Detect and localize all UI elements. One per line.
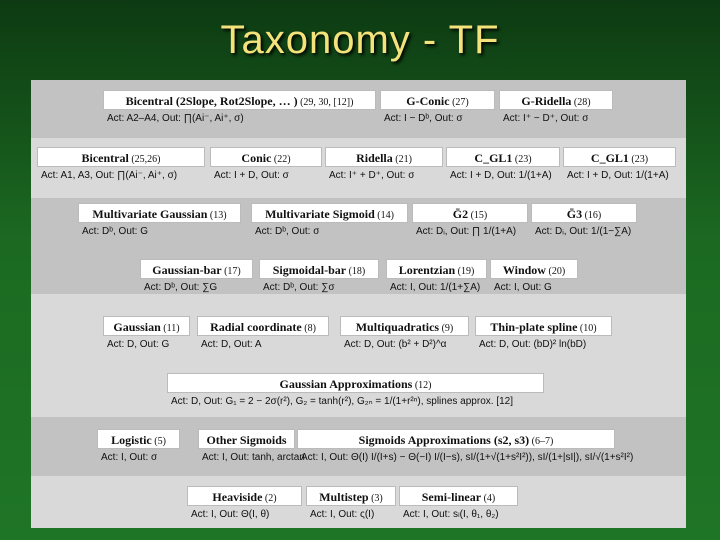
node-name: Multistep <box>319 490 369 504</box>
node-activation-output: Act: I + D, Out: 1/(1+A) <box>450 170 552 181</box>
node-activation-output: Act: I + D, Out: σ <box>214 170 289 181</box>
node-name: G-Ridella <box>521 94 572 108</box>
node-activation-output: Act: I + D, Out: 1/(1+A) <box>567 170 669 181</box>
node-reference: (4) <box>481 493 496 504</box>
node-name: Lorentzian <box>398 263 456 277</box>
node-name: Bicentral <box>81 151 129 165</box>
node-reference: (21) <box>392 154 412 165</box>
node-name: Gaussian-bar <box>152 263 222 277</box>
node-reference: (23) <box>628 154 649 165</box>
node-activation-output: Act: D, Out: (bD)² ln(bD) <box>479 339 587 350</box>
node-activation-output: Act: Dᵇ, Out: G <box>82 226 149 237</box>
node-name: Ḡ2 <box>452 207 469 221</box>
node-box <box>259 259 379 279</box>
node-box <box>37 147 205 167</box>
node-box <box>306 486 396 506</box>
node-box <box>563 147 676 167</box>
node-box <box>103 90 376 110</box>
node-activation-output: Act: I, Out: G <box>494 282 552 293</box>
node-reference: (12) <box>412 380 432 391</box>
node-box <box>399 486 518 506</box>
node-reference: (23) <box>512 154 532 165</box>
node-reference: (9) <box>439 323 454 334</box>
node-reference: (22) <box>271 154 291 165</box>
node-reference: (11) <box>160 323 180 334</box>
node-activation-output: Act: A1, A3, Out: ∏(Ai⁻, Ai⁺, σ) <box>41 170 178 181</box>
node-name: Conic <box>241 151 272 165</box>
node-box <box>499 90 613 110</box>
node-reference: (28) <box>571 97 591 108</box>
node-activation-output: Act: I⁺ − D⁺, Out: σ <box>503 113 589 124</box>
node-reference: (17) <box>221 266 241 277</box>
node-box <box>490 259 578 279</box>
slide-title: Taxonomy - TF <box>220 18 500 62</box>
node-activation-output: Act: I, Out: σ <box>101 452 158 463</box>
node-reference: (18) <box>346 266 366 277</box>
node-box <box>187 486 302 506</box>
node-name: Radial coordinate <box>210 320 302 334</box>
node-reference: (13) <box>207 210 227 221</box>
node-name: Semi-linear <box>421 490 482 504</box>
node-reference: (5) <box>151 436 166 447</box>
node-name: G-Conic <box>406 94 450 108</box>
node-reference: (29, 30, [12]) <box>297 97 354 108</box>
node-activation-output: Act: D, Out: (b² + D²)^α <box>344 339 447 350</box>
node-activation-output: Act: I, Out: Θ(I) I/(I+s) − Θ(−I) I/(I−s), sI/(1+√(1+s²I²)), sI/(1+|sI|), sI/√(1+s²I²) <box>301 452 634 463</box>
node-activation-output: Act: Dᵢ, Out: ∏ 1/(1+A) <box>416 226 517 237</box>
node-reference: (15) <box>468 210 488 221</box>
node-activation-output: Act: D, Out: G₁ = 2 − 2σ(r²), G₂ = tanh(r²), G₂ₙ = 1/(1+r²ⁿ), splines approx. [12] <box>171 396 513 407</box>
node-box <box>140 259 253 279</box>
node-box <box>197 316 329 336</box>
node-box <box>198 429 295 449</box>
node-box <box>325 147 443 167</box>
node-box <box>103 316 190 336</box>
node-activation-output: Act: D, Out: A <box>201 339 262 350</box>
node-reference: (10) <box>577 323 597 334</box>
node-box <box>380 90 495 110</box>
node-name: C_GL1 <box>590 151 629 165</box>
node-activation-output: Act: I, Out: ς(I) <box>310 509 375 520</box>
node-name: Thin-plate spline <box>490 320 578 334</box>
node-box <box>412 203 528 223</box>
node-name: Multiquadratics <box>355 320 440 334</box>
node-reference: (8) <box>301 323 316 334</box>
node-reference: (20) <box>545 266 566 277</box>
node-reference: (27) <box>449 97 469 108</box>
node-activation-output: Act: I, Out: tanh, arctan <box>202 452 305 463</box>
node-box <box>475 316 612 336</box>
node-name: Sigmoidal-bar <box>272 263 347 277</box>
node-reference: (6–7) <box>529 436 554 447</box>
node-activation-output: Act: I − Dᵇ, Out: σ <box>384 113 463 124</box>
node-activation-output: Act: I, Out: 1/(1+∑A) <box>390 282 481 293</box>
node-activation-output: Act: A2–A4, Out: ∏(Ai⁻, Ai⁺, σ) <box>107 113 244 124</box>
node-reference: (14) <box>374 210 394 221</box>
node-reference: (3) <box>368 493 383 504</box>
node-box <box>340 316 469 336</box>
node-name: Ḡ3 <box>566 207 583 221</box>
node-box <box>446 147 560 167</box>
node-name: Ridella <box>356 151 393 165</box>
node-name: Multivariate Gaussian <box>92 207 208 221</box>
node-activation-output: Act: Dᵇ, Out: ∑σ <box>263 282 335 293</box>
node-name: Sigmoids Approximations (s2, s3) <box>358 433 530 447</box>
node-box <box>167 373 544 393</box>
node-name: Heaviside <box>212 490 263 504</box>
node-name: Bicentral (2Slope, Rot2Slope, … ) <box>125 94 298 108</box>
node-box <box>97 429 180 449</box>
node-reference: (2) <box>262 493 277 504</box>
node-activation-output: Act: I, Out: sₗ(I, θ₁, θ₂) <box>403 509 499 520</box>
node-box <box>78 203 241 223</box>
node-activation-output: Act: Dᵢ, Out: 1/(1−∑A) <box>535 226 632 237</box>
node-box <box>251 203 408 223</box>
node-activation-output: Act: I, Out: Θ(I, θ) <box>191 509 270 520</box>
node-reference: (25,26) <box>128 154 161 165</box>
node-box <box>210 147 322 167</box>
node-name: Multivariate Sigmoid <box>265 207 375 221</box>
node-name: Gaussian <box>113 320 161 334</box>
node-reference: (16) <box>582 210 602 221</box>
node-name: Window <box>502 263 546 277</box>
node-activation-output: Act: Dᵇ, Out: σ <box>255 226 320 237</box>
node-box <box>297 429 615 449</box>
node-name: Other Sigmoids <box>206 433 287 447</box>
node-box <box>386 259 487 279</box>
node-name: C_GL1 <box>474 151 513 165</box>
node-activation-output: Act: D, Out: G <box>107 339 170 350</box>
node-activation-output: Act: Dᵇ, Out: ∑G <box>144 282 218 293</box>
node-name: Gaussian Approximations <box>279 377 413 391</box>
node-name: Logistic <box>111 433 152 447</box>
node-box <box>531 203 637 223</box>
node-reference: (19) <box>455 266 475 277</box>
node-activation-output: Act: I⁺ + D⁺, Out: σ <box>329 170 415 181</box>
